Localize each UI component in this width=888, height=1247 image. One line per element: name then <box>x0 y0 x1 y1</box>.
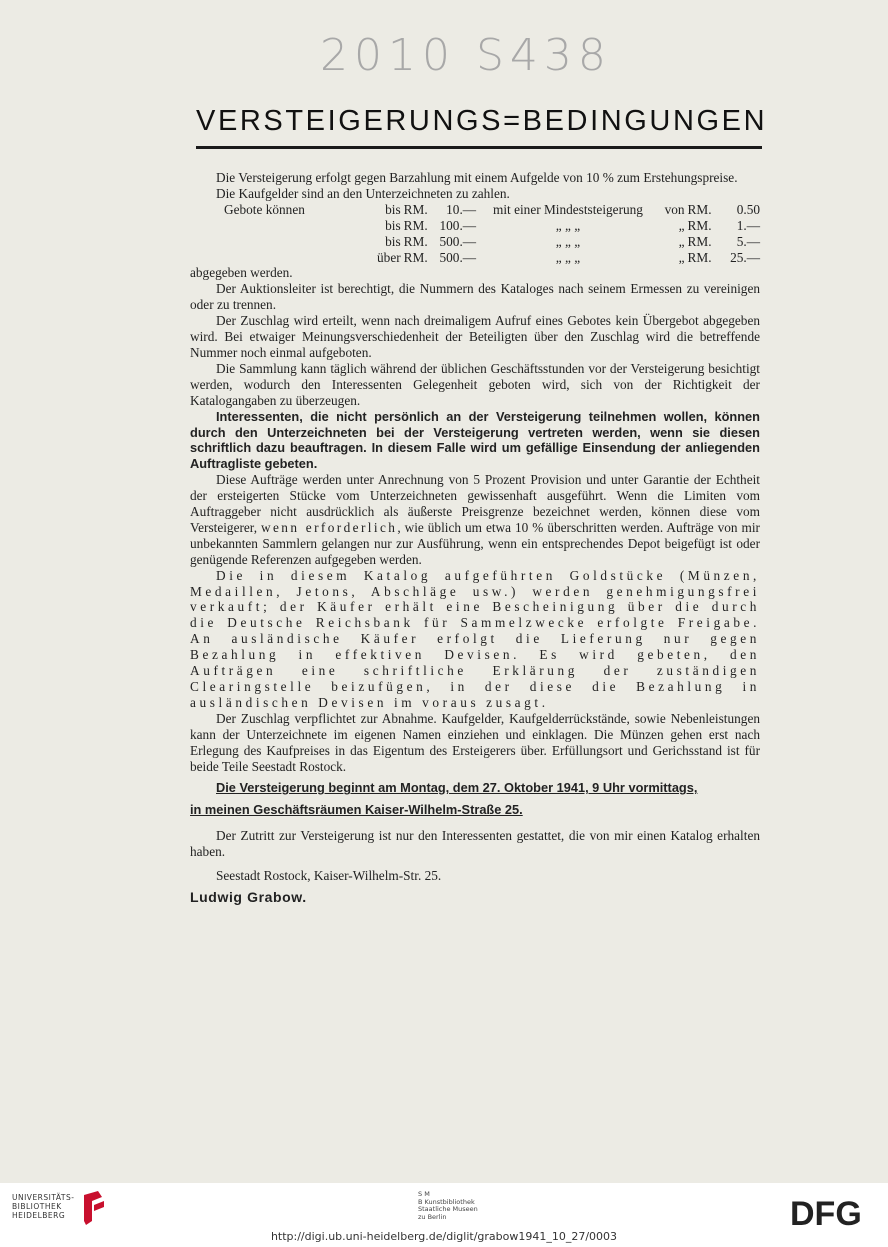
smb-line: zu Berlin <box>418 1212 447 1221</box>
bid-cell-increment-text: „ „ „ <box>555 233 581 249</box>
bid-cell-von: „ <box>678 249 685 265</box>
ub-heidelberg-logo-icon <box>80 1191 106 1225</box>
paragraph-bids-end: abgegeben werden. <box>190 265 293 281</box>
paragraph-auction-venue: in meinen Geschäftsräumen Kaiser-Wilhelm-Straße 25. <box>190 802 523 818</box>
handwritten-shelfmark: 2010 S438 <box>320 30 612 81</box>
bid-cell-increment-text: „ „ „ <box>555 217 581 233</box>
ub-line: BIBLIOTHEK <box>12 1202 62 1211</box>
smb-line: Staatliche Museen <box>418 1205 478 1213</box>
smb-line: B Kunstbibliothek <box>418 1197 475 1206</box>
paragraph-viewing: Die Sammlung kann täglich während der üblichen Geschäftsstunden vor der Versteigerung besichtigt werden, wodurch den Interessenten Gelegenheit geboten wird, sich von der Richtigkeit der Katalogangaben zu überzeugen. <box>190 360 760 408</box>
title-rule <box>196 146 762 149</box>
paragraph-payment: Die Versteigerung erfolgt gegen Barzahlung mit einem Aufgelde von 10 % zum Erstehungspreise. <box>216 170 738 185</box>
bid-cell-amount: 100.— <box>439 217 477 233</box>
signature: Ludwig Grabow. <box>190 888 307 905</box>
bid-row <box>190 218 760 234</box>
paragraph-lot-numbers: Der Auktionsleiter ist berechtigt, die Nummern des Kataloges nach seinem Ermessen zu vereinigen oder zu trennen. <box>190 281 760 313</box>
bid-cell-rm2: RM. <box>687 249 712 265</box>
bid-cell-min: 0.50 <box>736 201 760 217</box>
paragraph-obligation: Der Zuschlag verpflichtet zur Abnahme. Kaufgelder, Kaufgelderrückstände, sowie Nebenleistungen kann der Unterzeichnete im eigenen Namen einziehen und einklagen. Die Münzen gehen erst nach Erlegung des Kaufpreises in das Eigentum des Ersteigerers über. Erfüllungsort und Gerichsstand ist für beide Teile Seestadt Rostock. <box>190 710 760 774</box>
bid-cell-cmp: bis <box>385 233 401 249</box>
dfg-logo: DFG <box>790 1195 862 1233</box>
bid-cell-rm: RM. <box>403 249 428 265</box>
bid-increment-table <box>190 202 760 266</box>
ub-line: HEIDELBERG <box>12 1211 66 1220</box>
bid-cell-von: „ <box>678 217 685 233</box>
bid-cell-rm: RM. <box>403 233 428 249</box>
bid-cell-min: 1.— <box>736 217 760 233</box>
bid-row <box>190 250 760 266</box>
bid-cell-amount: 500.— <box>439 233 477 249</box>
bid-cell-von: „ <box>678 233 685 249</box>
bid-cell-rm2: RM. <box>687 201 712 217</box>
ub-heidelberg-label <box>12 1193 74 1220</box>
bid-cell-cmp: bis <box>385 217 401 233</box>
bid-cell-rm2: RM. <box>687 217 712 233</box>
paragraph-admission: Der Zutritt zur Versteigerung ist nur den Interessenten gestattet, die von mir einen Katalog erhalten haben. <box>190 828 760 860</box>
bid-cell-rm: RM. <box>403 217 428 233</box>
bid-cell-rm2: RM. <box>687 233 712 249</box>
bid-cell-amount: 10.— <box>446 201 477 217</box>
paragraph-payee: Die Kaufgelder sind an den Unterzeichneten zu zahlen. <box>216 185 510 201</box>
smb-line: S M <box>418 1190 430 1198</box>
bid-cell-cmp: bis <box>385 201 401 217</box>
ub-line: UNIVERSITÄTS- <box>12 1193 75 1202</box>
paragraph-auction-date: Die Versteigerung beginnt am Montag, dem 27. Oktober 1941, 9 Uhr vormittags, <box>216 780 698 796</box>
smb-label <box>418 1191 478 1221</box>
commission-text-spaced: wenn erforderlich <box>261 519 398 535</box>
bid-row <box>190 234 760 250</box>
bid-cell-prefix <box>190 218 366 234</box>
paragraph-gold-coins: Die in diesem Katalog aufgeführten Goldstücke (Münzen, Medaillen, Jetons, Abschläge usw.) werden genehmigungsfrei verkauft; der Käufer erhält eine Bescheinigung über die durch die Deutsche Reichsbank für Sammelzwecke erfolgte Freigabe. An ausländische Käufer erfolgt die Lieferung nur gegen Bezahlung in effektiven Devisen. Es wird gebeten, den Aufträgen eine schriftliche Erklärung der zuständigen Clearingstelle beizufügen, in der diese die Bezahlung in ausländischen Devisen im voraus zusagt. <box>190 567 760 710</box>
bid-cell-von: von <box>664 201 685 217</box>
bid-cell-increment-text: mit einer Mindeststeigerung <box>493 201 643 217</box>
bid-cell-prefix <box>190 250 366 266</box>
place-line: Seestadt Rostock, Kaiser-Wilhelm-Str. 25. <box>216 868 442 884</box>
paragraph-absentee-bids: Interessenten, die nicht persönlich an der Versteigerung teilnehmen wollen, können durch den Unterzeichneten bei der Versteigerung vertreten werden, wenn sie diesen schriftlich dazu beauftragen. In diesem Falle wird um gefällige Einsendung der anliegenden Auftragliste gebeten. <box>190 408 760 472</box>
bid-cell-cmp: über <box>377 249 401 265</box>
bid-cell-min: 5.— <box>736 233 760 249</box>
footer-bar <box>0 1183 888 1247</box>
paragraph-commission <box>190 472 760 567</box>
bid-row <box>190 202 760 218</box>
paragraph-hammer: Der Zuschlag wird erteilt, wenn nach dreimaligem Aufruf eines Gebotes kein Übergebot abgegeben wird. Bei etwaiger Meinungsverschiedenheit der Beteiligten über den Zuschlag wird die betreffende Nummer noch einmal aufgeboten. <box>190 313 760 360</box>
conditions-text <box>190 170 760 906</box>
bid-cell-increment-text: „ „ „ <box>555 249 581 265</box>
source-url-link[interactable]: http://digi.ub.uni-heidelberg.de/diglit/grabow1941_10_27/0003 <box>270 1230 618 1243</box>
commission-text-a: Diese Aufträge werden unter Anrechnung von 5 Prozent Provision und unter Garantie der Echtheit der ersteigerten Stücke vom Unterzeichneten gewissenhaft ausgeführt. Wenn die Limiten vom Auftraggeber nicht ausdrücklich als äußerste Preisgrenze bezeichnet werden, können diese vom Versteigerer, <box>190 472 760 535</box>
bid-cell-min: 25.— <box>730 249 760 265</box>
bid-cell-rm: RM. <box>403 201 428 217</box>
bid-cell-prefix: Gebote können <box>224 201 305 217</box>
page-title: VERSTEIGERUNGS=BEDINGUNGEN <box>196 105 768 137</box>
bid-cell-amount: 500.— <box>439 249 477 265</box>
bid-cell-prefix <box>190 234 366 250</box>
commission-text-c: , wie üblich um etwa 10 % überschritten werden. Aufträge von mir unbekannten Sammlern gelangen nur zur Ausführung, wenn ein entsprechendes Depot beigefügt ist oder genügende Referenzen aufgegeben werden. <box>190 519 760 567</box>
